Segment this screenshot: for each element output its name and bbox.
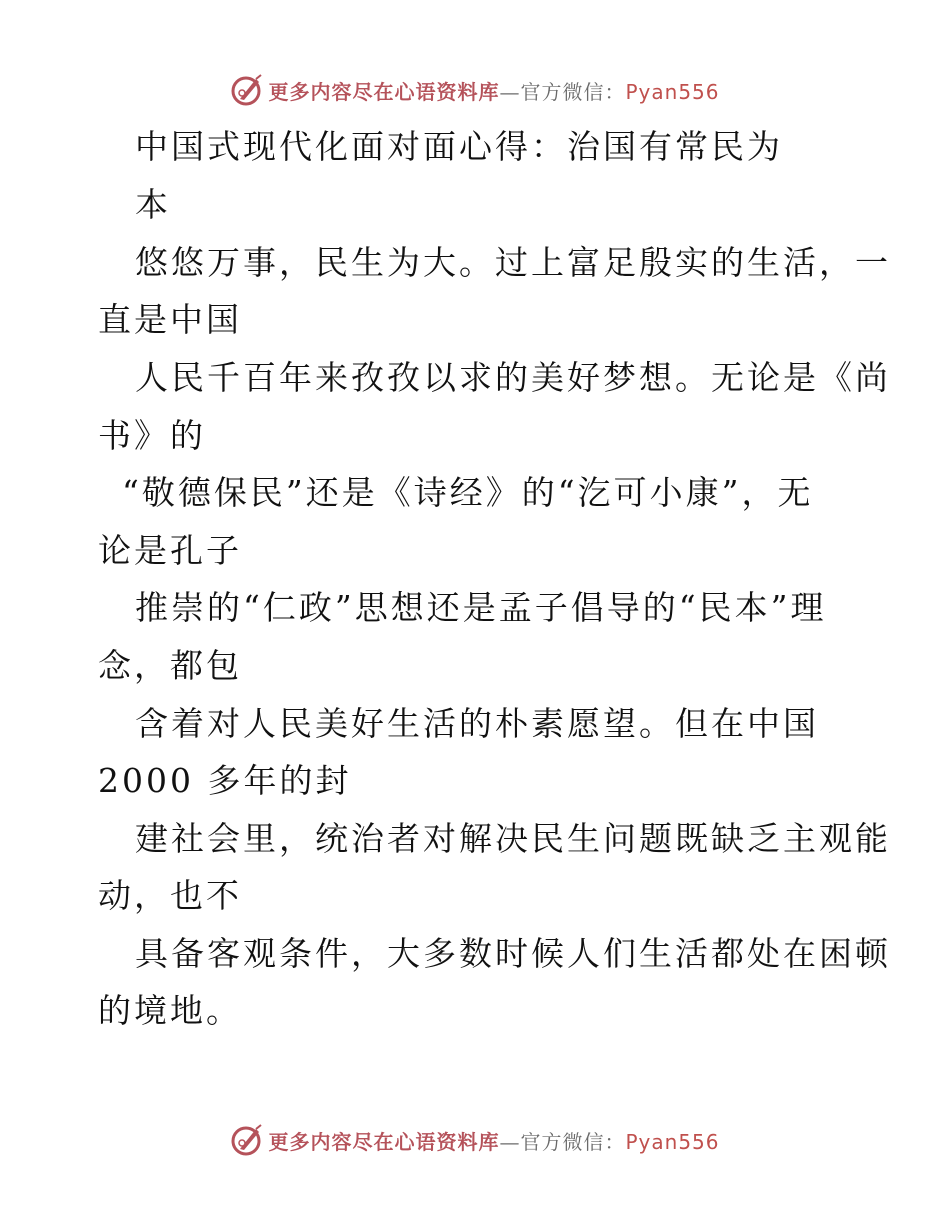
paragraph-line: 论是孔子 xyxy=(98,531,242,570)
header-wechat-label: 官方微信： xyxy=(520,79,626,104)
paragraph-line: 建社会里，统治者对解决民生问题既缺乏主观能 xyxy=(135,819,891,858)
paragraph-line: 推崇的“仁政”思想还是孟子倡导的“民本”理 xyxy=(135,588,827,627)
document-title-line-2: 本 xyxy=(135,185,171,224)
header-wechat-id: Pyan556 xyxy=(625,79,720,104)
paragraph-line: 念，都包 xyxy=(98,646,242,685)
footer-wechat-id: Pyan556 xyxy=(625,1129,720,1154)
header-separator: — xyxy=(499,79,521,104)
paragraph-line: 的境地。 xyxy=(98,991,242,1030)
footer-banner xyxy=(0,1120,950,1160)
header-banner-text xyxy=(268,76,719,105)
footer-wechat-label: 官方微信： xyxy=(520,1129,626,1154)
quill-logo-icon xyxy=(230,1123,264,1157)
paragraph-line: 具备客观条件，大多数时候人们生活都处在困顿 xyxy=(135,934,891,973)
header-site-text: 更多内容尽在心语资料库 xyxy=(268,79,500,104)
document-title-line-1: 中国式现代化面对面心得：治国有常民为 xyxy=(135,127,783,166)
paragraph-line: 2000 多年的封 xyxy=(98,761,352,800)
footer-banner-text xyxy=(268,1126,719,1155)
paragraph-line: 书》的 xyxy=(98,416,206,455)
paragraph-line: 含着对人民美好生活的朴素愿望。但在中国 xyxy=(135,704,819,743)
header-banner xyxy=(0,70,950,110)
footer-separator: — xyxy=(499,1129,521,1154)
footer-site-text: 更多内容尽在心语资料库 xyxy=(268,1129,500,1154)
paragraph-line: 人民千百年来孜孜以求的美好梦想。无论是《尚 xyxy=(135,358,891,397)
quill-logo-icon xyxy=(230,73,264,107)
paragraph-line: 悠悠万事，民生为大。过上富足殷实的生活，一 xyxy=(135,243,891,282)
paragraph-line: 直是中国 xyxy=(98,300,242,339)
paragraph-line: 动，也不 xyxy=(98,876,242,915)
paragraph-line: “敬德保民”还是《诗经》的“汔可小康”，无 xyxy=(122,473,814,512)
